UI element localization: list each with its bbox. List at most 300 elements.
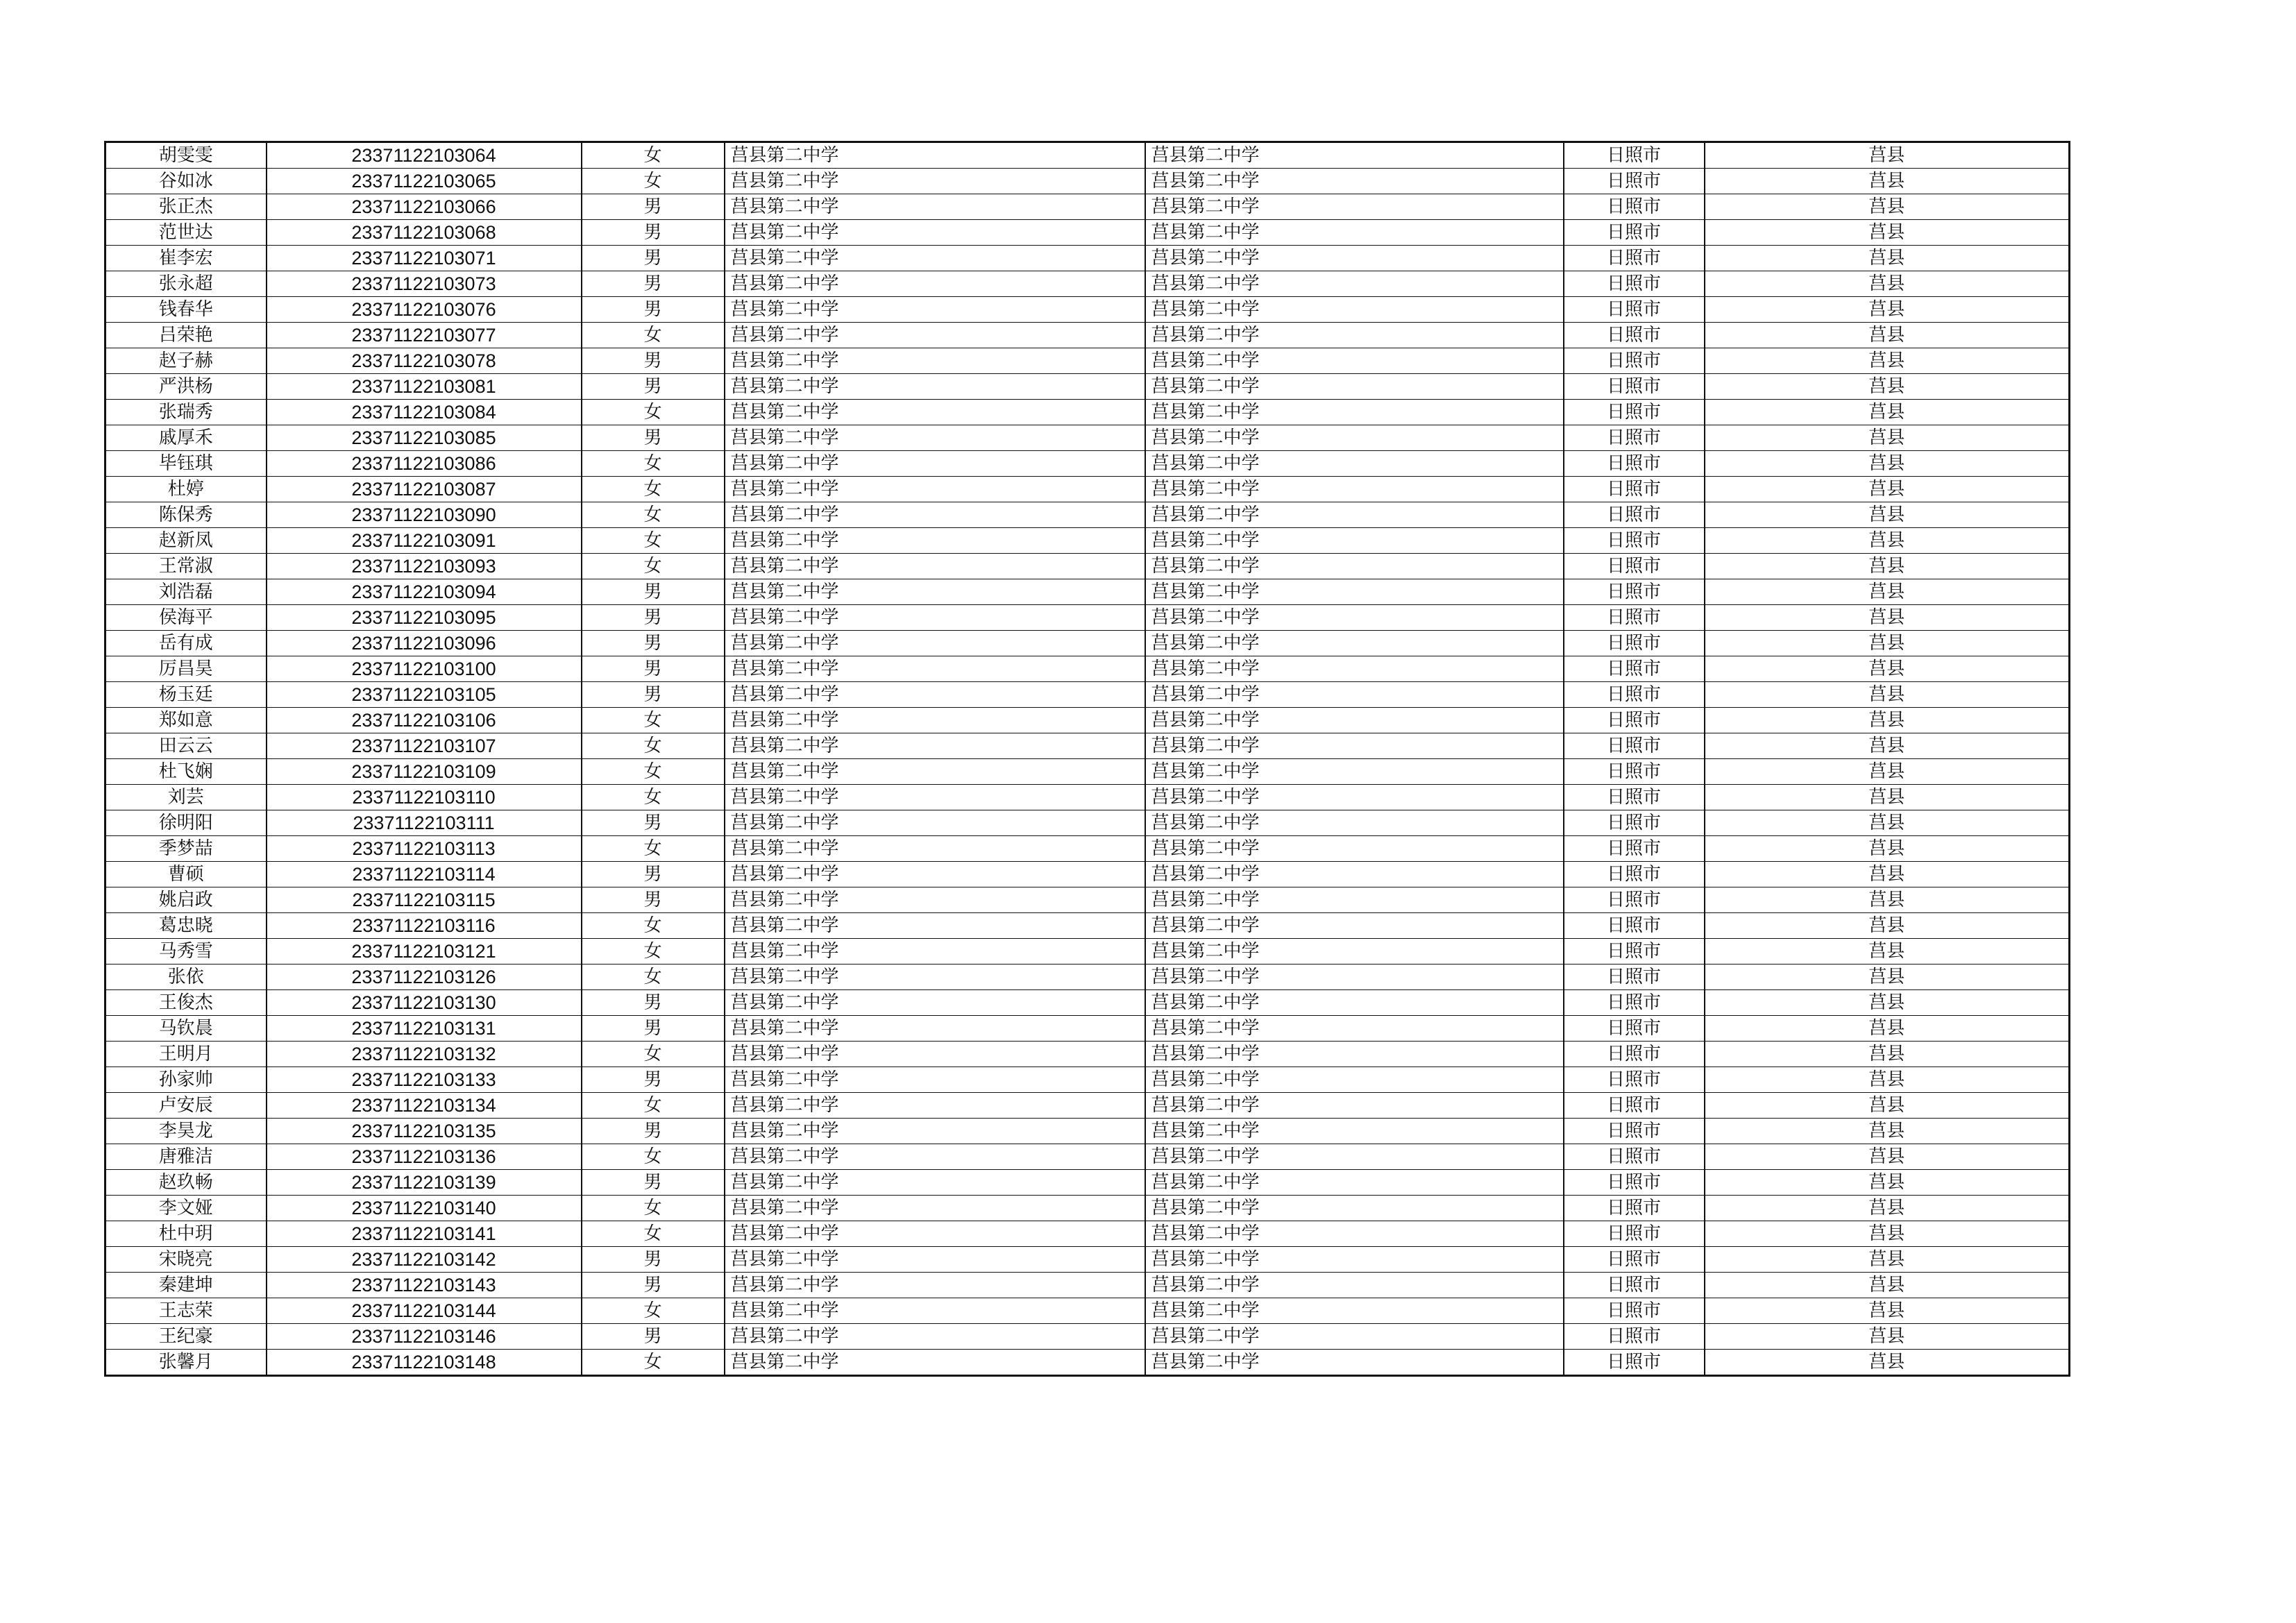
- student-name-cell: 季梦喆: [105, 836, 267, 862]
- student-name-cell: 王常淑: [105, 554, 267, 579]
- city-cell: 日照市: [1564, 1144, 1705, 1170]
- exam-id-cell: 23371122103107: [267, 733, 582, 759]
- gender-cell: 女: [582, 1196, 725, 1221]
- table-row: [105, 1196, 2070, 1221]
- city-cell: 日照市: [1564, 528, 1705, 554]
- school-cell: 莒县第二中学: [725, 528, 1145, 554]
- table-row: [105, 323, 2070, 348]
- school-cell: 莒县第二中学: [725, 1067, 1145, 1093]
- table-row: [105, 1298, 2070, 1324]
- student-name-cell: 侯海平: [105, 605, 267, 631]
- gender-cell: 男: [582, 220, 725, 246]
- table-row: [105, 1324, 2070, 1350]
- gender-cell: 男: [582, 1016, 725, 1042]
- student-name-cell: 吕荣艳: [105, 323, 267, 348]
- school-cell: 莒县第二中学: [725, 502, 1145, 528]
- school-cell: 莒县第二中学: [725, 1093, 1145, 1119]
- gender-cell: 女: [582, 169, 725, 194]
- exam-site-cell: 莒县第二中学: [1145, 425, 1564, 451]
- exam-id-cell: 23371122103106: [267, 708, 582, 733]
- county-cell: 莒县: [1705, 528, 2070, 554]
- table-row: [105, 836, 2070, 862]
- exam-site-cell: 莒县第二中学: [1145, 887, 1564, 913]
- city-cell: 日照市: [1564, 913, 1705, 939]
- exam-site-cell: 莒县第二中学: [1145, 939, 1564, 965]
- school-cell: 莒县第二中学: [725, 682, 1145, 708]
- county-cell: 莒县: [1705, 631, 2070, 656]
- exam-site-cell: 莒县第二中学: [1145, 142, 1564, 169]
- county-cell: 莒县: [1705, 246, 2070, 271]
- table-row: [105, 656, 2070, 682]
- gender-cell: 男: [582, 374, 725, 400]
- school-cell: 莒县第二中学: [725, 939, 1145, 965]
- exam-site-cell: 莒县第二中学: [1145, 862, 1564, 887]
- city-cell: 日照市: [1564, 579, 1705, 605]
- student-name-cell: 胡雯雯: [105, 142, 267, 169]
- exam-id-cell: 23371122103073: [267, 271, 582, 297]
- county-cell: 莒县: [1705, 1196, 2070, 1221]
- student-name-cell: 岳有成: [105, 631, 267, 656]
- exam-id-cell: 23371122103140: [267, 1196, 582, 1221]
- county-cell: 莒县: [1705, 708, 2070, 733]
- gender-cell: 女: [582, 451, 725, 477]
- city-cell: 日照市: [1564, 1221, 1705, 1247]
- county-cell: 莒县: [1705, 1042, 2070, 1067]
- student-name-cell: 王纪豪: [105, 1324, 267, 1350]
- student-name-cell: 范世达: [105, 220, 267, 246]
- table-row: [105, 194, 2070, 220]
- gender-cell: 男: [582, 1324, 725, 1350]
- exam-site-cell: 莒县第二中学: [1145, 220, 1564, 246]
- school-cell: 莒县第二中学: [725, 887, 1145, 913]
- gender-cell: 男: [582, 1247, 725, 1273]
- table-row: [105, 939, 2070, 965]
- student-name-cell: 徐明阳: [105, 810, 267, 836]
- city-cell: 日照市: [1564, 965, 1705, 990]
- gender-cell: 女: [582, 477, 725, 502]
- school-cell: 莒县第二中学: [725, 810, 1145, 836]
- exam-id-cell: 23371122103100: [267, 656, 582, 682]
- school-cell: 莒县第二中学: [725, 733, 1145, 759]
- county-cell: 莒县: [1705, 1067, 2070, 1093]
- school-cell: 莒县第二中学: [725, 348, 1145, 374]
- exam-id-cell: 23371122103133: [267, 1067, 582, 1093]
- exam-site-cell: 莒县第二中学: [1145, 1273, 1564, 1298]
- table-row: [105, 605, 2070, 631]
- student-name-cell: 张依: [105, 965, 267, 990]
- county-cell: 莒县: [1705, 913, 2070, 939]
- county-cell: 莒县: [1705, 1093, 2070, 1119]
- student-name-cell: 杨玉廷: [105, 682, 267, 708]
- student-name-cell: 戚厚禾: [105, 425, 267, 451]
- gender-cell: 男: [582, 425, 725, 451]
- school-cell: 莒县第二中学: [725, 759, 1145, 785]
- exam-id-cell: 23371122103105: [267, 682, 582, 708]
- city-cell: 日照市: [1564, 400, 1705, 425]
- student-name-cell: 赵玖畅: [105, 1170, 267, 1196]
- city-cell: 日照市: [1564, 862, 1705, 887]
- table-row: [105, 759, 2070, 785]
- table-row: [105, 631, 2070, 656]
- gender-cell: 女: [582, 913, 725, 939]
- exam-id-cell: 23371122103086: [267, 451, 582, 477]
- student-name-cell: 王俊杰: [105, 990, 267, 1016]
- exam-site-cell: 莒县第二中学: [1145, 733, 1564, 759]
- city-cell: 日照市: [1564, 1273, 1705, 1298]
- gender-cell: 女: [582, 502, 725, 528]
- school-cell: 莒县第二中学: [725, 1324, 1145, 1350]
- exam-site-cell: 莒县第二中学: [1145, 554, 1564, 579]
- school-cell: 莒县第二中学: [725, 836, 1145, 862]
- city-cell: 日照市: [1564, 1196, 1705, 1221]
- student-name-cell: 李文娅: [105, 1196, 267, 1221]
- school-cell: 莒县第二中学: [725, 271, 1145, 297]
- table-row: [105, 246, 2070, 271]
- exam-site-cell: 莒县第二中学: [1145, 1221, 1564, 1247]
- city-cell: 日照市: [1564, 733, 1705, 759]
- table-row: [105, 810, 2070, 836]
- exam-id-cell: 23371122103066: [267, 194, 582, 220]
- exam-site-cell: 莒县第二中学: [1145, 913, 1564, 939]
- student-name-cell: 杜中玥: [105, 1221, 267, 1247]
- county-cell: 莒县: [1705, 297, 2070, 323]
- student-name-cell: 赵子赫: [105, 348, 267, 374]
- county-cell: 莒县: [1705, 579, 2070, 605]
- exam-site-cell: 莒县第二中学: [1145, 836, 1564, 862]
- table-row: [105, 528, 2070, 554]
- county-cell: 莒县: [1705, 785, 2070, 810]
- exam-id-cell: 23371122103146: [267, 1324, 582, 1350]
- county-cell: 莒县: [1705, 271, 2070, 297]
- student-name-cell: 张正杰: [105, 194, 267, 220]
- exam-site-cell: 莒县第二中学: [1145, 1119, 1564, 1144]
- school-cell: 莒县第二中学: [725, 656, 1145, 682]
- city-cell: 日照市: [1564, 708, 1705, 733]
- city-cell: 日照市: [1564, 887, 1705, 913]
- exam-site-cell: 莒县第二中学: [1145, 605, 1564, 631]
- city-cell: 日照市: [1564, 1350, 1705, 1376]
- table-row: [105, 1016, 2070, 1042]
- table-row: [105, 1350, 2070, 1376]
- school-cell: 莒县第二中学: [725, 246, 1145, 271]
- county-cell: 莒县: [1705, 810, 2070, 836]
- county-cell: 莒县: [1705, 1350, 2070, 1376]
- school-cell: 莒县第二中学: [725, 1170, 1145, 1196]
- student-table: [104, 141, 2070, 1377]
- gender-cell: 女: [582, 1093, 725, 1119]
- school-cell: 莒县第二中学: [725, 631, 1145, 656]
- student-name-cell: 王志荣: [105, 1298, 267, 1324]
- county-cell: 莒县: [1705, 1324, 2070, 1350]
- table-row: [105, 682, 2070, 708]
- city-cell: 日照市: [1564, 836, 1705, 862]
- table-row: [105, 297, 2070, 323]
- county-cell: 莒县: [1705, 194, 2070, 220]
- school-cell: 莒县第二中学: [725, 990, 1145, 1016]
- city-cell: 日照市: [1564, 271, 1705, 297]
- exam-id-cell: 23371122103126: [267, 965, 582, 990]
- table-row: [105, 477, 2070, 502]
- exam-id-cell: 23371122103085: [267, 425, 582, 451]
- table-row: [105, 220, 2070, 246]
- exam-site-cell: 莒县第二中学: [1145, 785, 1564, 810]
- table-row: [105, 1042, 2070, 1067]
- county-cell: 莒县: [1705, 374, 2070, 400]
- school-cell: 莒县第二中学: [725, 425, 1145, 451]
- exam-site-cell: 莒县第二中学: [1145, 1298, 1564, 1324]
- gender-cell: 女: [582, 708, 725, 733]
- exam-site-cell: 莒县第二中学: [1145, 451, 1564, 477]
- exam-site-cell: 莒县第二中学: [1145, 348, 1564, 374]
- table-row: [105, 1273, 2070, 1298]
- exam-site-cell: 莒县第二中学: [1145, 1144, 1564, 1170]
- gender-cell: 女: [582, 1350, 725, 1376]
- gender-cell: 女: [582, 939, 725, 965]
- student-name-cell: 宋晓亮: [105, 1247, 267, 1273]
- city-cell: 日照市: [1564, 451, 1705, 477]
- exam-id-cell: 23371122103116: [267, 913, 582, 939]
- city-cell: 日照市: [1564, 1298, 1705, 1324]
- city-cell: 日照市: [1564, 246, 1705, 271]
- exam-site-cell: 莒县第二中学: [1145, 1247, 1564, 1273]
- exam-id-cell: 23371122103064: [267, 142, 582, 169]
- student-name-cell: 唐雅洁: [105, 1144, 267, 1170]
- table-row: [105, 1221, 2070, 1247]
- gender-cell: 女: [582, 528, 725, 554]
- exam-id-cell: 23371122103148: [267, 1350, 582, 1376]
- city-cell: 日照市: [1564, 810, 1705, 836]
- student-name-cell: 秦建坤: [105, 1273, 267, 1298]
- gender-cell: 男: [582, 1119, 725, 1144]
- exam-id-cell: 23371122103087: [267, 477, 582, 502]
- exam-site-cell: 莒县第二中学: [1145, 1067, 1564, 1093]
- school-cell: 莒县第二中学: [725, 554, 1145, 579]
- table-body: [105, 142, 2070, 1376]
- exam-site-cell: 莒县第二中学: [1145, 810, 1564, 836]
- student-name-cell: 赵新凤: [105, 528, 267, 554]
- county-cell: 莒县: [1705, 451, 2070, 477]
- county-cell: 莒县: [1705, 477, 2070, 502]
- gender-cell: 男: [582, 579, 725, 605]
- gender-cell: 女: [582, 733, 725, 759]
- gender-cell: 男: [582, 246, 725, 271]
- exam-id-cell: 23371122103143: [267, 1273, 582, 1298]
- school-cell: 莒县第二中学: [725, 1144, 1145, 1170]
- county-cell: 莒县: [1705, 862, 2070, 887]
- table-row: [105, 1093, 2070, 1119]
- table-row: [105, 400, 2070, 425]
- school-cell: 莒县第二中学: [725, 142, 1145, 169]
- student-name-cell: 马秀雪: [105, 939, 267, 965]
- gender-cell: 男: [582, 862, 725, 887]
- exam-site-cell: 莒县第二中学: [1145, 271, 1564, 297]
- exam-site-cell: 莒县第二中学: [1145, 579, 1564, 605]
- county-cell: 莒县: [1705, 425, 2070, 451]
- exam-id-cell: 23371122103139: [267, 1170, 582, 1196]
- exam-id-cell: 23371122103090: [267, 502, 582, 528]
- student-name-cell: 曹硕: [105, 862, 267, 887]
- student-name-cell: 姚启政: [105, 887, 267, 913]
- gender-cell: 男: [582, 194, 725, 220]
- school-cell: 莒县第二中学: [725, 785, 1145, 810]
- student-name-cell: 马钦晨: [105, 1016, 267, 1042]
- table-row: [105, 1119, 2070, 1144]
- school-cell: 莒县第二中学: [725, 1196, 1145, 1221]
- city-cell: 日照市: [1564, 194, 1705, 220]
- city-cell: 日照市: [1564, 169, 1705, 194]
- gender-cell: 女: [582, 965, 725, 990]
- exam-site-cell: 莒县第二中学: [1145, 1350, 1564, 1376]
- student-name-cell: 孙家帅: [105, 1067, 267, 1093]
- school-cell: 莒县第二中学: [725, 862, 1145, 887]
- table-row: [105, 142, 2070, 169]
- school-cell: 莒县第二中学: [725, 169, 1145, 194]
- city-cell: 日照市: [1564, 477, 1705, 502]
- table-row: [105, 708, 2070, 733]
- exam-site-cell: 莒县第二中学: [1145, 169, 1564, 194]
- school-cell: 莒县第二中学: [725, 451, 1145, 477]
- county-cell: 莒县: [1705, 1298, 2070, 1324]
- exam-site-cell: 莒县第二中学: [1145, 400, 1564, 425]
- table-row: [105, 579, 2070, 605]
- exam-id-cell: 23371122103091: [267, 528, 582, 554]
- table-row: [105, 169, 2070, 194]
- gender-cell: 男: [582, 297, 725, 323]
- exam-id-cell: 23371122103078: [267, 348, 582, 374]
- student-name-cell: 杜飞娴: [105, 759, 267, 785]
- student-name-cell: 刘浩磊: [105, 579, 267, 605]
- gender-cell: 男: [582, 1273, 725, 1298]
- table-row: [105, 913, 2070, 939]
- gender-cell: 男: [582, 631, 725, 656]
- table-row: [105, 1247, 2070, 1273]
- exam-site-cell: 莒县第二中学: [1145, 528, 1564, 554]
- student-name-cell: 钱春华: [105, 297, 267, 323]
- student-name-cell: 厉昌昊: [105, 656, 267, 682]
- student-name-cell: 严洪杨: [105, 374, 267, 400]
- county-cell: 莒县: [1705, 1119, 2070, 1144]
- table-row: [105, 887, 2070, 913]
- gender-cell: 男: [582, 605, 725, 631]
- exam-id-cell: 23371122103115: [267, 887, 582, 913]
- gender-cell: 男: [582, 990, 725, 1016]
- exam-site-cell: 莒县第二中学: [1145, 477, 1564, 502]
- gender-cell: 男: [582, 271, 725, 297]
- gender-cell: 男: [582, 682, 725, 708]
- exam-site-cell: 莒县第二中学: [1145, 759, 1564, 785]
- exam-id-cell: 23371122103130: [267, 990, 582, 1016]
- student-name-cell: 卢安辰: [105, 1093, 267, 1119]
- city-cell: 日照市: [1564, 939, 1705, 965]
- county-cell: 莒县: [1705, 554, 2070, 579]
- exam-site-cell: 莒县第二中学: [1145, 502, 1564, 528]
- exam-site-cell: 莒县第二中学: [1145, 1093, 1564, 1119]
- table-row: [105, 785, 2070, 810]
- county-cell: 莒县: [1705, 502, 2070, 528]
- table-row: [105, 862, 2070, 887]
- table-row: [105, 348, 2070, 374]
- gender-cell: 女: [582, 142, 725, 169]
- county-cell: 莒县: [1705, 1170, 2070, 1196]
- table-row: [105, 733, 2070, 759]
- exam-id-cell: 23371122103113: [267, 836, 582, 862]
- exam-site-cell: 莒县第二中学: [1145, 194, 1564, 220]
- county-cell: 莒县: [1705, 142, 2070, 169]
- exam-id-cell: 23371122103132: [267, 1042, 582, 1067]
- exam-id-cell: 23371122103135: [267, 1119, 582, 1144]
- school-cell: 莒县第二中学: [725, 400, 1145, 425]
- school-cell: 莒县第二中学: [725, 1016, 1145, 1042]
- student-name-cell: 崔李宏: [105, 246, 267, 271]
- student-name-cell: 李昊龙: [105, 1119, 267, 1144]
- exam-id-cell: 23371122103111: [267, 810, 582, 836]
- exam-site-cell: 莒县第二中学: [1145, 297, 1564, 323]
- school-cell: 莒县第二中学: [725, 1042, 1145, 1067]
- city-cell: 日照市: [1564, 631, 1705, 656]
- school-cell: 莒县第二中学: [725, 220, 1145, 246]
- school-cell: 莒县第二中学: [725, 605, 1145, 631]
- city-cell: 日照市: [1564, 425, 1705, 451]
- exam-id-cell: 23371122103065: [267, 169, 582, 194]
- table-row: [105, 502, 2070, 528]
- student-name-cell: 张馨月: [105, 1350, 267, 1376]
- city-cell: 日照市: [1564, 656, 1705, 682]
- school-cell: 莒县第二中学: [725, 297, 1145, 323]
- city-cell: 日照市: [1564, 1093, 1705, 1119]
- school-cell: 莒县第二中学: [725, 1273, 1145, 1298]
- county-cell: 莒县: [1705, 1273, 2070, 1298]
- county-cell: 莒县: [1705, 939, 2070, 965]
- exam-site-cell: 莒县第二中学: [1145, 1324, 1564, 1350]
- county-cell: 莒县: [1705, 965, 2070, 990]
- exam-site-cell: 莒县第二中学: [1145, 631, 1564, 656]
- school-cell: 莒县第二中学: [725, 1221, 1145, 1247]
- table-row: [105, 374, 2070, 400]
- exam-id-cell: 23371122103077: [267, 323, 582, 348]
- county-cell: 莒县: [1705, 169, 2070, 194]
- city-cell: 日照市: [1564, 1016, 1705, 1042]
- gender-cell: 男: [582, 887, 725, 913]
- school-cell: 莒县第二中学: [725, 965, 1145, 990]
- table-row: [105, 1170, 2070, 1196]
- student-name-cell: 张瑞秀: [105, 400, 267, 425]
- city-cell: 日照市: [1564, 1170, 1705, 1196]
- exam-site-cell: 莒县第二中学: [1145, 1170, 1564, 1196]
- county-cell: 莒县: [1705, 1247, 2070, 1273]
- city-cell: 日照市: [1564, 1324, 1705, 1350]
- county-cell: 莒县: [1705, 887, 2070, 913]
- exam-site-cell: 莒县第二中学: [1145, 656, 1564, 682]
- exam-id-cell: 23371122103096: [267, 631, 582, 656]
- county-cell: 莒县: [1705, 759, 2070, 785]
- gender-cell: 女: [582, 1144, 725, 1170]
- exam-id-cell: 23371122103136: [267, 1144, 582, 1170]
- student-name-cell: 郑如意: [105, 708, 267, 733]
- student-name-cell: 田云云: [105, 733, 267, 759]
- exam-id-cell: 23371122103110: [267, 785, 582, 810]
- exam-id-cell: 23371122103095: [267, 605, 582, 631]
- city-cell: 日照市: [1564, 1119, 1705, 1144]
- exam-site-cell: 莒县第二中学: [1145, 708, 1564, 733]
- table-row: [105, 425, 2070, 451]
- student-name-cell: 王明月: [105, 1042, 267, 1067]
- exam-id-cell: 23371122103114: [267, 862, 582, 887]
- city-cell: 日照市: [1564, 990, 1705, 1016]
- exam-id-cell: 23371122103142: [267, 1247, 582, 1273]
- gender-cell: 女: [582, 1221, 725, 1247]
- county-cell: 莒县: [1705, 348, 2070, 374]
- city-cell: 日照市: [1564, 1042, 1705, 1067]
